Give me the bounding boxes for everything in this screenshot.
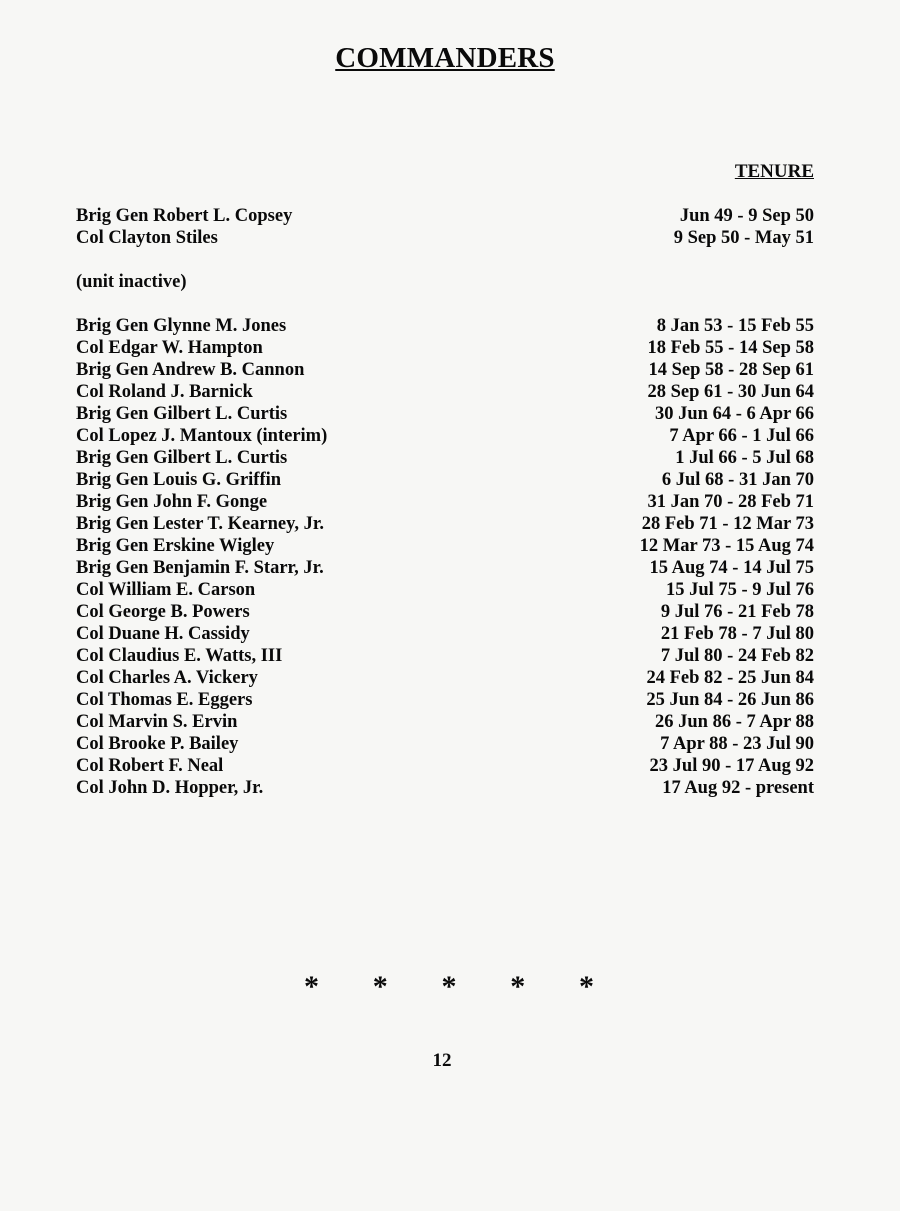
commander-tenure: Jun 49 - 9 Sep 50	[679, 206, 814, 226]
asterisk: *	[372, 970, 388, 1003]
asterisk: *	[441, 970, 457, 1003]
commander-tenure: 28 Sep 61 - 30 Jun 64	[647, 382, 814, 402]
commander-name: Brig Gen Glynne M. Jones	[76, 316, 287, 336]
commander-row	[76, 359, 814, 383]
commander-row	[76, 579, 814, 603]
commander-row	[76, 337, 814, 361]
commander-tenure: 23 Jul 90 - 17 Aug 92	[649, 756, 814, 776]
commander-name: Col Thomas E. Eggers	[76, 690, 253, 710]
commander-row	[76, 601, 814, 625]
commander-row	[76, 513, 814, 537]
commander-tenure: 15 Jul 75 - 9 Jul 76	[665, 580, 814, 600]
commander-name: Col Duane H. Cassidy	[76, 624, 250, 644]
commander-tenure: 14 Sep 58 - 28 Sep 61	[648, 360, 814, 380]
commander-name: Brig Gen Erskine Wigley	[76, 536, 275, 556]
commander-tenure: 17 Aug 92 - present	[662, 778, 814, 798]
commander-name: Col Roland J. Barnick	[76, 382, 253, 402]
asterisk-separator	[304, 972, 594, 1002]
asterisk: *	[304, 970, 319, 1003]
commander-name: Brig Gen Benjamin F. Starr, Jr.	[76, 558, 324, 578]
commander-row	[76, 667, 814, 691]
commander-name: Col Clayton Stiles	[76, 228, 218, 248]
commander-tenure: 9 Sep 50 - May 51	[673, 228, 814, 248]
commander-row	[76, 469, 814, 493]
commander-row	[76, 315, 814, 339]
commander-row	[76, 689, 814, 713]
commander-tenure: 7 Jul 80 - 24 Feb 82	[660, 646, 814, 666]
commander-row	[76, 711, 814, 735]
commander-name: Brig Gen Louis G. Griffin	[76, 470, 282, 490]
unit-inactive-note: (unit inactive)	[76, 272, 187, 292]
commander-name: Col William E. Carson	[76, 580, 256, 600]
commander-tenure: 26 Jun 86 - 7 Apr 88	[655, 712, 814, 732]
commander-name: Col Robert F. Neal	[76, 756, 224, 776]
commander-tenure: 24 Feb 82 - 25 Jun 84	[646, 668, 814, 688]
commander-tenure: 7 Apr 88 - 23 Jul 90	[660, 734, 814, 754]
commander-tenure: 31 Jan 70 - 28 Feb 71	[647, 492, 814, 512]
page-title: COMMANDERS	[335, 42, 555, 74]
commander-name: Brig Gen John F. Gonge	[76, 492, 268, 512]
commander-name: Col John D. Hopper, Jr.	[76, 778, 264, 798]
commander-name: Col Lopez J. Mantoux (interim)	[76, 426, 328, 446]
commander-row	[76, 205, 814, 229]
commander-tenure: 7 Apr 66 - 1 Jul 66	[669, 426, 814, 446]
commander-tenure: 12 Mar 73 - 15 Aug 74	[639, 536, 814, 556]
commander-tenure: 25 Jun 84 - 26 Jun 86	[646, 690, 814, 710]
commander-name: Brig Gen Gilbert L. Curtis	[76, 448, 288, 468]
asterisk: *	[510, 970, 526, 1003]
commander-name: Col Charles A. Vickery	[76, 668, 258, 688]
commander-name: Col Claudius E. Watts, III	[76, 646, 283, 666]
commander-row	[76, 447, 814, 471]
commander-tenure: 9 Jul 76 - 21 Feb 78	[660, 602, 814, 622]
commander-row	[76, 491, 814, 515]
asterisk: *	[579, 970, 594, 1003]
commander-name: Col Marvin S. Ervin	[76, 712, 238, 732]
commander-name: Col Edgar W. Hampton	[76, 338, 263, 358]
commander-name: Brig Gen Gilbert L. Curtis	[76, 404, 288, 424]
commander-row	[76, 227, 814, 251]
commander-tenure: 21 Feb 78 - 7 Jul 80	[660, 624, 814, 644]
commander-row	[76, 403, 814, 427]
page-number: 12	[432, 1050, 452, 1071]
commander-row	[76, 535, 814, 559]
commander-name: Brig Gen Andrew B. Cannon	[76, 360, 305, 380]
commander-row	[76, 557, 814, 581]
commander-tenure: 8 Jan 53 - 15 Feb 55	[656, 316, 814, 336]
commander-tenure: 1 Jul 66 - 5 Jul 68	[675, 448, 814, 468]
commander-row	[76, 755, 814, 779]
commander-row	[76, 425, 814, 449]
commander-row	[76, 733, 814, 757]
tenure-column-header: TENURE	[734, 161, 814, 182]
commander-row	[76, 381, 814, 405]
commander-row	[76, 777, 814, 801]
commander-row	[76, 645, 814, 669]
commander-tenure: 30 Jun 64 - 6 Apr 66	[655, 404, 814, 424]
commander-tenure: 6 Jul 68 - 31 Jan 70	[661, 470, 814, 490]
commander-name: Col George B. Powers	[76, 602, 250, 622]
commander-name: Brig Gen Lester T. Kearney, Jr.	[76, 514, 325, 534]
commander-tenure: 15 Aug 74 - 14 Jul 75	[649, 558, 814, 578]
commander-tenure: 18 Feb 55 - 14 Sep 58	[647, 338, 814, 358]
commander-name: Col Brooke P. Bailey	[76, 734, 239, 754]
commander-row	[76, 623, 814, 647]
commander-name: Brig Gen Robert L. Copsey	[76, 206, 293, 226]
commander-tenure: 28 Feb 71 - 12 Mar 73	[641, 514, 814, 534]
